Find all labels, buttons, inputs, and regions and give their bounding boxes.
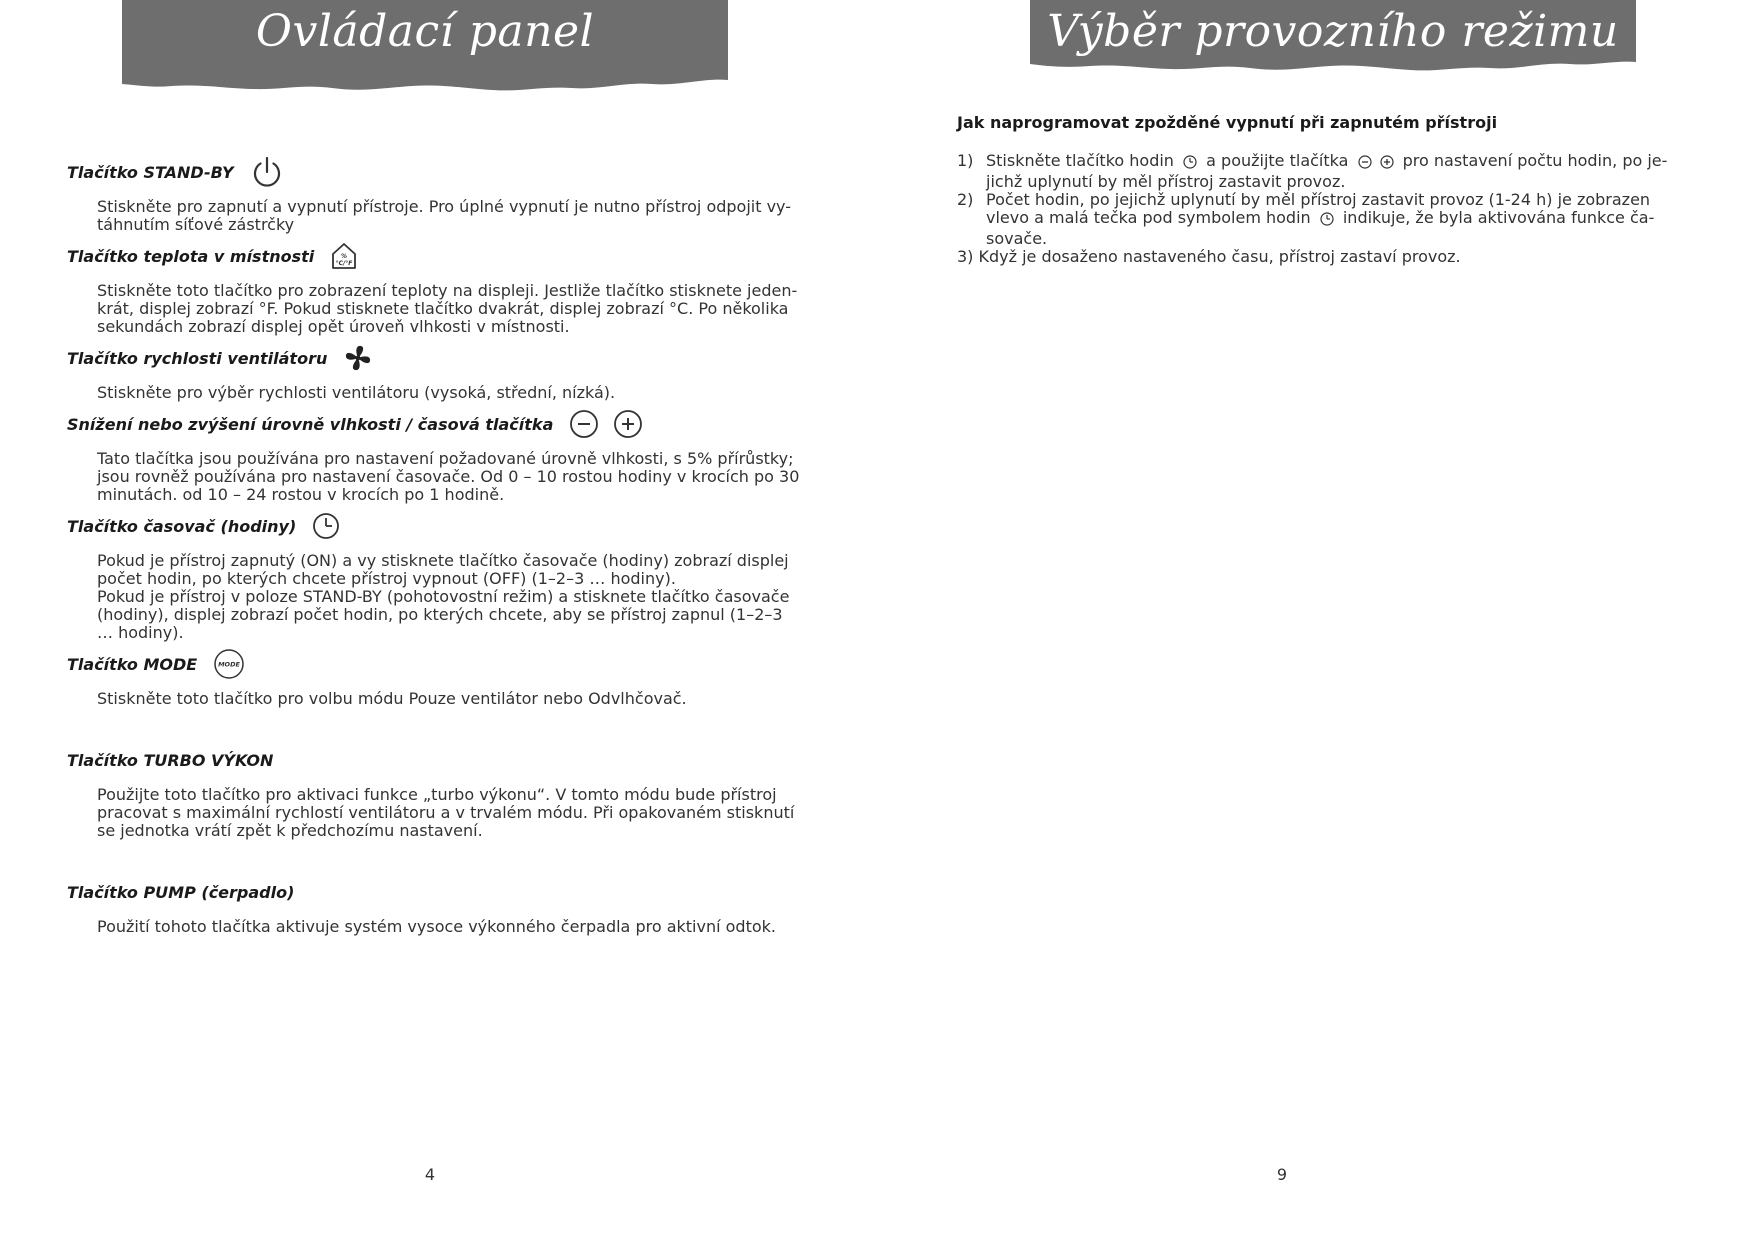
section-heading-mode xyxy=(67,642,802,686)
section-heading-room-temperature xyxy=(67,234,802,278)
plus-circle-icon xyxy=(613,409,643,439)
section-text-room-temperature xyxy=(97,282,802,336)
right-content xyxy=(957,113,1687,266)
paragraph: Tato tlačítka jsou používána pro nastavení požadované úrovně vlhkosti, s 5% přírůstky; jsou rovněž používána pro nastavení časovače. Od 0 – 10 rostou hodiny v krocích po 30 minutách. od 10 – 24 rostou v krocích po 1 hodině. xyxy=(97,449,800,504)
step-text xyxy=(986,191,1687,248)
step-text-part: pro nastavení počtu hodin, po je-jichž uplynutí by měl přístroj zastavit provoz. xyxy=(986,151,1668,191)
minus-circle-icon xyxy=(1358,155,1372,173)
step-text-part: a použijte tlačítka xyxy=(1206,151,1349,170)
section-heading-pump xyxy=(67,870,802,914)
section-heading-turbo xyxy=(67,738,802,782)
section-text-turbo xyxy=(97,786,802,840)
section-heading-timer xyxy=(67,504,802,548)
minus-circle-icon xyxy=(569,409,599,439)
heading-text: Tlačítko STAND-BY xyxy=(67,162,234,182)
mode-icon-label: MODE xyxy=(218,660,241,669)
spacer xyxy=(67,708,802,738)
step-text-part: Stiskněte tlačítko hodin xyxy=(986,151,1174,170)
step-number: 2) xyxy=(957,190,974,209)
paragraph: Použití tohoto tlačítka aktivuje systém vysoce výkonného čerpadla pro aktivní odtok. xyxy=(97,917,776,936)
section-text-humidity-timer xyxy=(97,450,802,504)
page-number: 9 xyxy=(1276,1165,1288,1184)
heading-text: Snížení nebo zvýšení úrovně vlhkosti / časová tlačítka xyxy=(67,414,554,434)
section-text-standby xyxy=(97,198,802,234)
clock-icon xyxy=(1320,212,1334,230)
mode-button-icon xyxy=(213,648,245,680)
svg-text:%: % xyxy=(341,253,348,260)
section-text-mode xyxy=(97,690,802,708)
heading-text: Tlačítko časovač (hodiny) xyxy=(67,516,297,536)
paragraph: Stiskněte pro výběr rychlosti ventilátoru (vysoká, střední, nízká). xyxy=(97,383,616,402)
heading-text: Tlačítko teplota v místnosti xyxy=(67,246,315,266)
section-heading-humidity-timer xyxy=(67,402,802,446)
left-title-banner xyxy=(122,0,728,95)
section-heading-fan-speed xyxy=(67,336,802,380)
right-title-banner xyxy=(1030,0,1636,95)
paragraph: Pokud je přístroj v poloze STAND-BY (pohotovostní režim) a stisknete tlačítko časovače (hodiny), displej zobrazí počet hodin, po kterých chcete, aby se přístroj zapnul (1–2–3 … hodiny). xyxy=(97,587,790,642)
paragraph: Stiskněte toto tlačítko pro zobrazení teploty na displeji. Jestliže tlačítko stisknete jeden-krát, displej zobrazí °F. Pokud stisknete tlačítko dvakrát, displej zobrazí °C. Po několika sekundách zobrazí displej opět úroveň vlhkosti v místnosti. xyxy=(97,281,798,336)
section-text-fan-speed xyxy=(97,384,802,402)
page-title: Výběr provozního režimu xyxy=(1047,6,1619,57)
spacer xyxy=(67,840,802,870)
fan-icon xyxy=(343,343,373,373)
step-text xyxy=(986,152,1687,191)
paragraph: Stiskněte pro zapnutí a vypnutí přístroje. Pro úplné vypnutí je nutno přístroj odpojit vy-táhnutím síťové zástrčky xyxy=(97,197,792,234)
heading-text: Tlačítko TURBO VÝKON xyxy=(67,750,274,770)
step-text-part: Počet hodin, po jejichž uplynutí by měl přístroj zastavit provoz (1-24 h) je zobrazen vlevo a malá tečka pod symbolem hodin xyxy=(986,190,1651,227)
instruction-step xyxy=(957,152,1687,191)
right-page xyxy=(877,0,1754,1240)
power-icon xyxy=(250,155,284,189)
instruction-step-3: 3) Když je dosaženo nastaveného času, přístroj zastaví provoz. xyxy=(957,247,1461,266)
plus-circle-icon xyxy=(1380,155,1394,173)
left-content xyxy=(67,150,802,936)
step-text-part: indikuje, že byla aktivována funkce ča-sovače. xyxy=(986,208,1655,248)
instructions-heading: Jak naprogramovat zpožděné vypnutí při zapnutém přístroji xyxy=(957,113,1498,132)
instruction-steps xyxy=(957,152,1687,248)
svg-text:°C/°F: °C/°F xyxy=(335,260,353,267)
section-text-timer xyxy=(97,552,802,642)
paragraph: Pokud je přístroj zapnutý (ON) a vy stisknete tlačítko časovače (hodiny) zobrazí displej počet hodin, po kterých chcete přístroj vypnout (OFF) (1–2–3 … hodiny). xyxy=(97,551,789,588)
heading-text: Tlačítko rychlosti ventilátoru xyxy=(67,348,328,368)
section-heading-standby xyxy=(67,150,802,194)
instruction-step xyxy=(957,191,1687,248)
step-number: 1) xyxy=(957,151,974,170)
clock-icon xyxy=(312,512,340,540)
paragraph: Stiskněte toto tlačítko pro volbu módu Pouze ventilátor nebo Odvlhčovač. xyxy=(97,689,687,708)
clock-icon xyxy=(1183,155,1197,173)
page-title: Ovládací panel xyxy=(255,6,595,57)
paragraph: Použijte toto tlačítko pro aktivaci funkce „turbo výkonu“. V tomto módu bude přístroj pracovat s maximální rychlostí ventilátoru a v trvalém módu. Při opakovaném stisknutí se jednotka vrátí zpět k předchozímu nastavení. xyxy=(97,785,795,840)
section-text-pump xyxy=(97,918,802,936)
page-number: 4 xyxy=(424,1165,436,1184)
heading-text: Tlačítko PUMP (čerpadlo) xyxy=(67,882,295,902)
heading-text: Tlačítko MODE xyxy=(67,654,198,674)
house-temperature-icon xyxy=(330,241,358,271)
